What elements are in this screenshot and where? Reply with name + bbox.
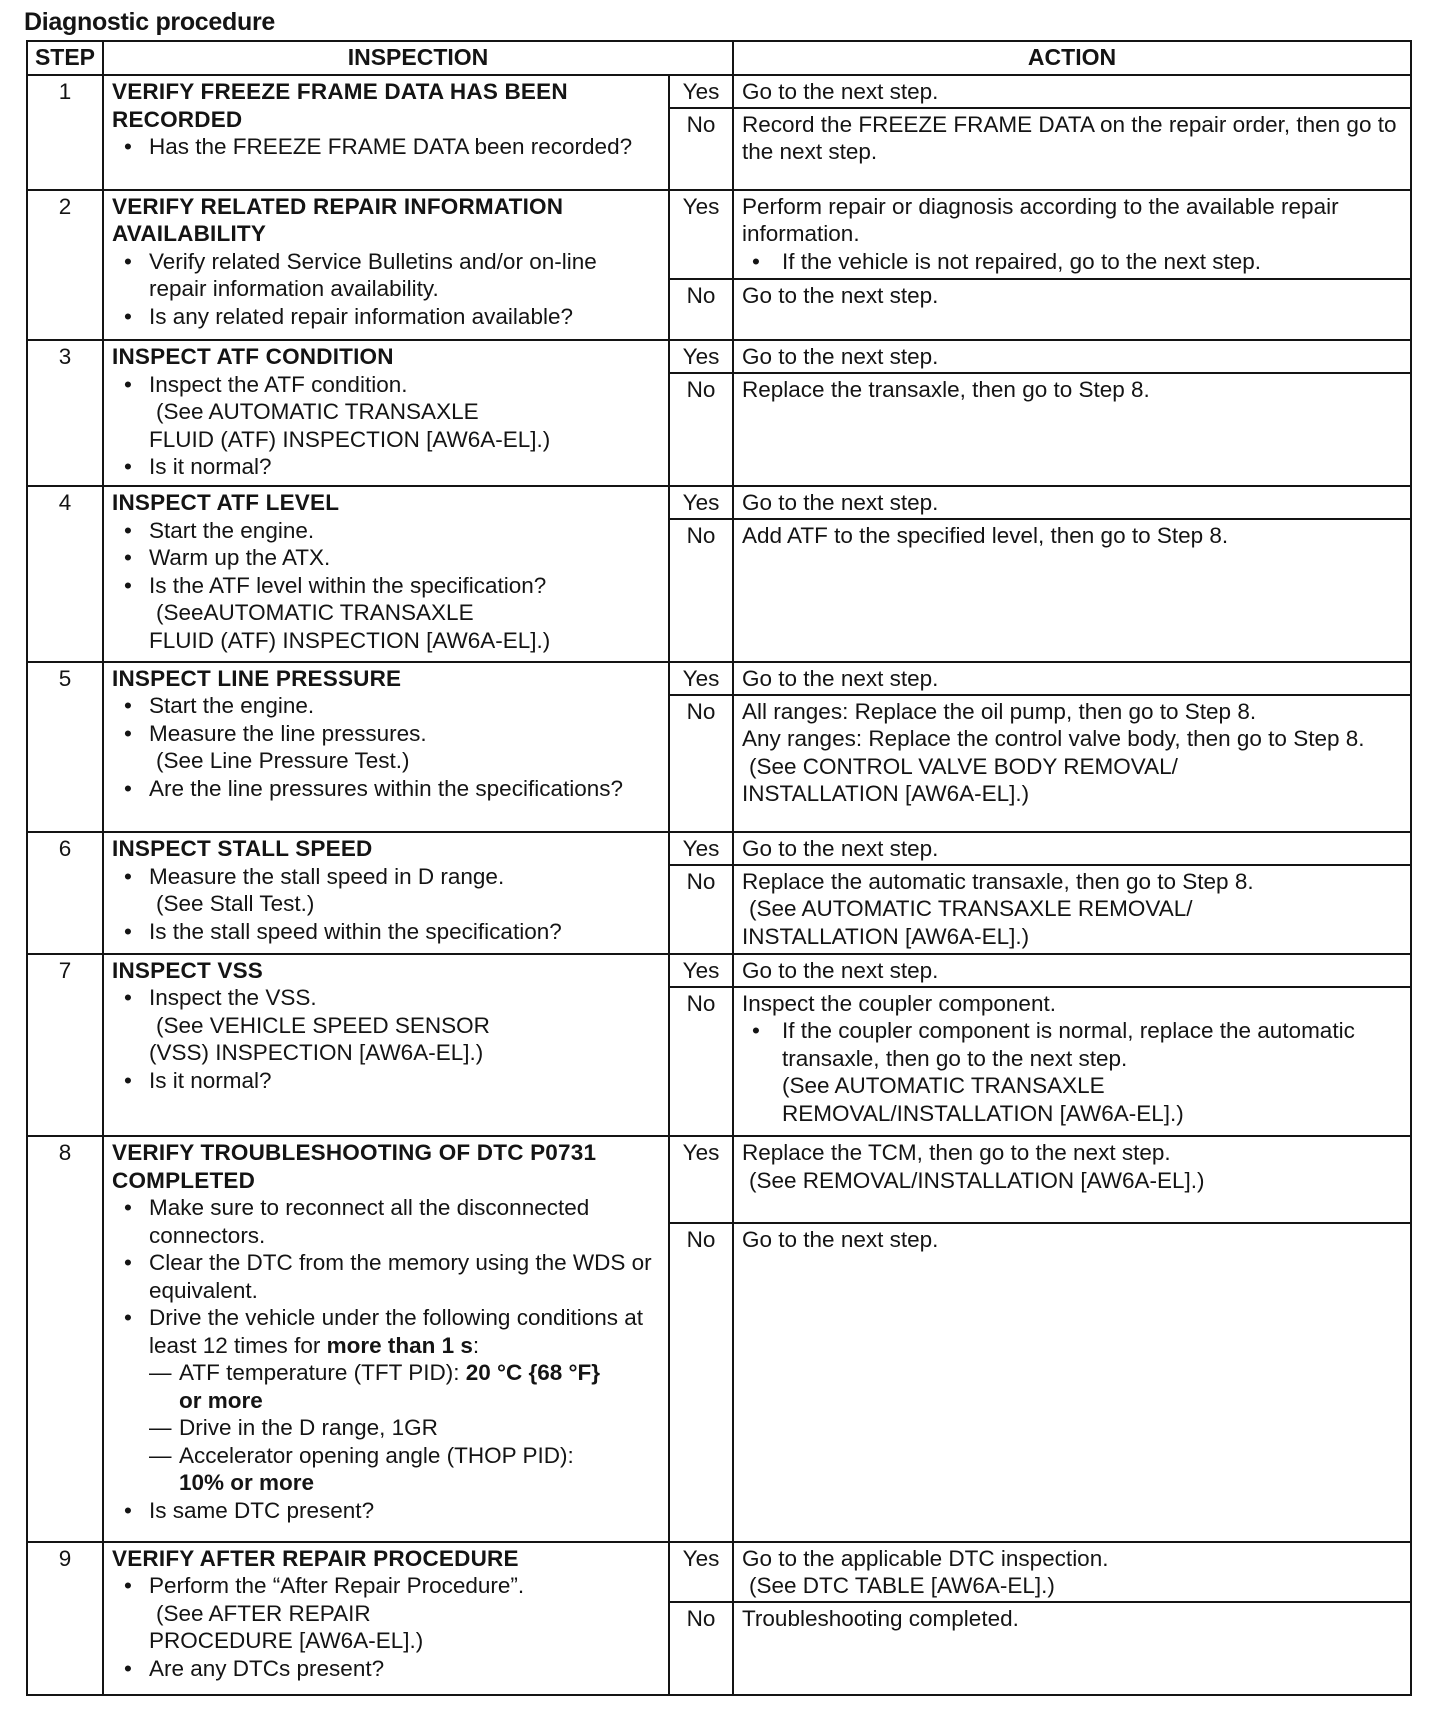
action-no xyxy=(733,987,1411,1137)
inspection-item: • Is any related repair information available? xyxy=(112,303,660,331)
answer-no: No xyxy=(669,865,733,954)
answer-no: No xyxy=(669,108,733,190)
action-item xyxy=(742,1017,1402,1127)
answer-yes: Yes xyxy=(669,832,733,865)
inspection-item: • Start the engine. xyxy=(112,517,660,545)
reference-text: (See AFTER REPAIR xyxy=(156,1600,371,1626)
action-item-text: If the coupler component is normal, replace the automatic transaxle, then go to the next step. xyxy=(782,1018,1355,1071)
inspection-item-text: Inspect the VSS. xyxy=(149,985,317,1011)
inspection-list xyxy=(112,371,660,481)
action-text: Replace the automatic transaxle, then go to Step 8. xyxy=(742,868,1254,894)
inspection-item: • Are the line pressures within the specifications? xyxy=(112,775,660,803)
step-number: 2 xyxy=(27,190,103,340)
action-no: Go to the next step. xyxy=(733,279,1411,341)
reference-text: (See AUTOMATIC TRANSAXLE REMOVAL/ xyxy=(749,896,1193,922)
answer-no: No xyxy=(669,279,733,341)
step-inspection xyxy=(103,1542,669,1695)
inspection-list xyxy=(112,248,660,331)
action-yes xyxy=(733,1136,1411,1222)
condition-item: — Accelerator opening angle (THOP PID): xyxy=(149,1442,660,1470)
step-number: 3 xyxy=(27,340,103,486)
drive-condition-lead: Drive the vehicle under the following conditions at least 12 times for xyxy=(149,1305,644,1358)
header-step: STEP xyxy=(27,41,103,75)
action-no xyxy=(733,865,1411,954)
step-row-yes xyxy=(27,832,1411,865)
inspection-list xyxy=(112,1572,660,1682)
inspection-list xyxy=(112,1194,660,1524)
reference-text: (See REMOVAL/INSTALLATION [AW6A-EL].) xyxy=(749,1167,1205,1193)
reference-text: FLUID (ATF) INSPECTION [AW6A-EL].) xyxy=(149,627,551,653)
step-number: 4 xyxy=(27,486,103,662)
action-yes: Go to the next step. xyxy=(733,486,1411,519)
condition-text: ATF temperature (TFT PID): xyxy=(179,1360,460,1386)
page-title: Diagnostic procedure xyxy=(24,8,275,36)
step-row-yes xyxy=(27,75,1411,108)
action-text: Replace the TCM, then go to the next step. xyxy=(742,1140,1171,1166)
action-yes: Go to the next step. xyxy=(733,340,1411,373)
inspection-item: • Has the FREEZE FRAME DATA been recorded? xyxy=(112,133,660,161)
condition-item: — Drive in the D range, 1GR xyxy=(149,1414,660,1442)
step-inspection xyxy=(103,954,669,1137)
inspection-item: • Clear the DTC from the memory using the WDS or equivalent. xyxy=(112,1249,660,1304)
answer-yes: Yes xyxy=(669,340,733,373)
step-number: 1 xyxy=(27,75,103,190)
reference-text: (See VEHICLE SPEED SENSOR xyxy=(156,1012,490,1038)
reference-text: (VSS) INSPECTION [AW6A-EL].) xyxy=(149,1040,484,1066)
inspection-item xyxy=(112,1572,660,1655)
reference-text: (See AUTOMATIC TRANSAXLE xyxy=(782,1073,1105,1099)
step-row-yes xyxy=(27,190,1411,279)
reference-text: INSTALLATION [AW6A-EL].) xyxy=(742,781,1030,806)
answer-yes: Yes xyxy=(669,75,733,108)
action-no: Go to the next step. xyxy=(733,1223,1411,1542)
drive-condition-duration: more than 1 s xyxy=(326,1332,473,1358)
action-no: Troubleshooting completed. xyxy=(733,1602,1411,1695)
inspection-item: • Verify related Service Bulletins and/or on-line repair information availability. xyxy=(112,248,660,303)
step-row-yes xyxy=(27,1542,1411,1603)
condition-item xyxy=(149,1359,660,1387)
step-inspection xyxy=(103,486,669,662)
reference-text: (See CONTROL VALVE BODY REMOVAL/ xyxy=(749,753,1178,779)
inspection-list xyxy=(112,863,660,946)
inspection-item-text: Measure the stall speed in D range. xyxy=(149,863,505,889)
inspection-title: VERIFY RELATED REPAIR INFORMATION AVAILABILITY xyxy=(112,193,564,247)
action-yes: Go to the next step. xyxy=(733,662,1411,695)
inspection-item: • Is it normal? xyxy=(112,453,660,481)
action-no: Add ATF to the specified level, then go to Step 8. xyxy=(733,519,1411,662)
inspection-item xyxy=(112,371,660,454)
answer-no: No xyxy=(669,1602,733,1695)
step-number: 8 xyxy=(27,1136,103,1542)
inspection-item: • Is it normal? xyxy=(112,1067,660,1095)
step-row-yes xyxy=(27,1136,1411,1222)
inspection-title: VERIFY FREEZE FRAME DATA HAS BEEN RECORDED xyxy=(112,79,568,132)
inspection-item: • Warm up the ATX. xyxy=(112,544,660,572)
inspection-list xyxy=(112,984,660,1094)
answer-no: No xyxy=(669,987,733,1137)
diagnostic-table xyxy=(26,40,1412,1696)
inspection-title: INSPECT ATF LEVEL xyxy=(112,490,340,516)
inspection-item: • Is the stall speed within the specification? xyxy=(112,918,660,946)
inspection-item xyxy=(112,572,660,655)
header-inspection: INSPECTION xyxy=(103,41,733,75)
answer-yes: Yes xyxy=(669,1136,733,1222)
step-row-yes xyxy=(27,662,1411,695)
inspection-list xyxy=(112,133,660,161)
answer-yes: Yes xyxy=(669,1542,733,1603)
step-number: 7 xyxy=(27,954,103,1137)
action-text: Perform repair or diagnosis according to the available repair information. xyxy=(742,193,1339,247)
step-inspection xyxy=(103,662,669,832)
reference-text: FLUID (ATF) INSPECTION [AW6A-EL].) xyxy=(149,426,551,452)
action-text: All ranges: Replace the oil pump, then go to Step 8. xyxy=(742,698,1257,724)
answer-no: No xyxy=(669,519,733,662)
inspection-title: VERIFY AFTER REPAIR PROCEDURE xyxy=(112,1545,519,1571)
inspection-list xyxy=(112,517,660,655)
inspection-item xyxy=(112,863,660,918)
answer-yes: Yes xyxy=(669,954,733,987)
answer-yes: Yes xyxy=(669,190,733,279)
inspection-item-text: Is the ATF level within the specification? xyxy=(149,572,547,598)
reference-text: PROCEDURE [AW6A-EL].) xyxy=(149,1628,424,1654)
step-inspection xyxy=(103,190,669,340)
action-text: Any ranges: Replace the control valve body, then go to Step 8. xyxy=(742,726,1365,751)
step-row-yes xyxy=(27,340,1411,373)
header-action: ACTION xyxy=(733,41,1411,75)
inspection-title: VERIFY TROUBLESHOOTING OF DTC P0731 COMPLETED xyxy=(112,1140,597,1193)
step-inspection xyxy=(103,75,669,190)
step-inspection xyxy=(103,1136,669,1542)
inspection-item-text: Measure the line pressures. xyxy=(149,720,427,746)
header-row xyxy=(27,41,1411,75)
inspection-item-text: Inspect the ATF condition. xyxy=(149,371,408,397)
step-row-yes xyxy=(27,486,1411,519)
answer-no: No xyxy=(669,1223,733,1542)
action-no: Replace the transaxle, then go to Step 8. xyxy=(733,373,1411,486)
action-text: Go to the applicable DTC inspection. xyxy=(742,1545,1109,1571)
action-yes: Go to the next step. xyxy=(733,832,1411,865)
inspection-list xyxy=(112,692,660,802)
step-number: 5 xyxy=(27,662,103,832)
step-number: 6 xyxy=(27,832,103,954)
answer-yes: Yes xyxy=(669,662,733,695)
inspection-title: INSPECT VSS xyxy=(112,957,263,983)
answer-no: No xyxy=(669,373,733,486)
inspection-item xyxy=(112,984,660,1067)
step-number: 9 xyxy=(27,1542,103,1695)
action-list xyxy=(742,248,1402,276)
condition-value: or more xyxy=(179,1387,263,1413)
answer-no: No xyxy=(669,695,733,833)
action-list xyxy=(742,1017,1402,1127)
inspection-item xyxy=(112,1304,660,1497)
condition-value: 10% or more xyxy=(179,1470,315,1496)
reference-text: REMOVAL/INSTALLATION [AW6A-EL].) xyxy=(782,1100,1184,1126)
action-no: Record the FREEZE FRAME DATA on the repair order, then go to the next step. xyxy=(733,108,1411,190)
action-no xyxy=(733,695,1411,833)
reference-text: (See DTC TABLE [AW6A-EL].) xyxy=(749,1573,1055,1599)
action-text: Inspect the coupler component. xyxy=(742,990,1056,1016)
inspection-title: INSPECT STALL SPEED xyxy=(112,836,373,862)
reference-text: INSTALLATION [AW6A-EL].) xyxy=(742,923,1030,949)
drive-condition-colon: : xyxy=(472,1332,480,1358)
action-yes xyxy=(733,190,1411,279)
inspection-title: INSPECT LINE PRESSURE xyxy=(112,665,402,691)
step-inspection xyxy=(103,832,669,954)
answer-yes: Yes xyxy=(669,486,733,519)
action-yes: Go to the next step. xyxy=(733,75,1411,108)
inspection-item: • Make sure to reconnect all the disconnected connectors. xyxy=(112,1194,660,1249)
action-yes xyxy=(733,1542,1411,1603)
inspection-item-text: Perform the “After Repair Procedure”. xyxy=(149,1573,525,1599)
reference-text: (See Line Pressure Test.) xyxy=(156,748,410,774)
inspection-item xyxy=(112,720,660,775)
step-row-yes xyxy=(27,954,1411,987)
reference-text: (SeeAUTOMATIC TRANSAXLE xyxy=(156,600,474,626)
inspection-item: • Is same DTC present? xyxy=(112,1497,660,1525)
condition-value: 20 °C {68 °F} xyxy=(465,1360,601,1386)
inspection-item: • Are any DTCs present? xyxy=(112,1655,660,1683)
inspection-title: INSPECT ATF CONDITION xyxy=(112,344,394,370)
action-item: • If the vehicle is not repaired, go to the next step. xyxy=(742,248,1402,276)
step-inspection xyxy=(103,340,669,486)
reference-text: (See AUTOMATIC TRANSAXLE xyxy=(156,399,479,425)
action-yes: Go to the next step. xyxy=(733,954,1411,987)
reference-text: (See Stall Test.) xyxy=(156,891,315,917)
inspection-item: • Start the engine. xyxy=(112,692,660,720)
